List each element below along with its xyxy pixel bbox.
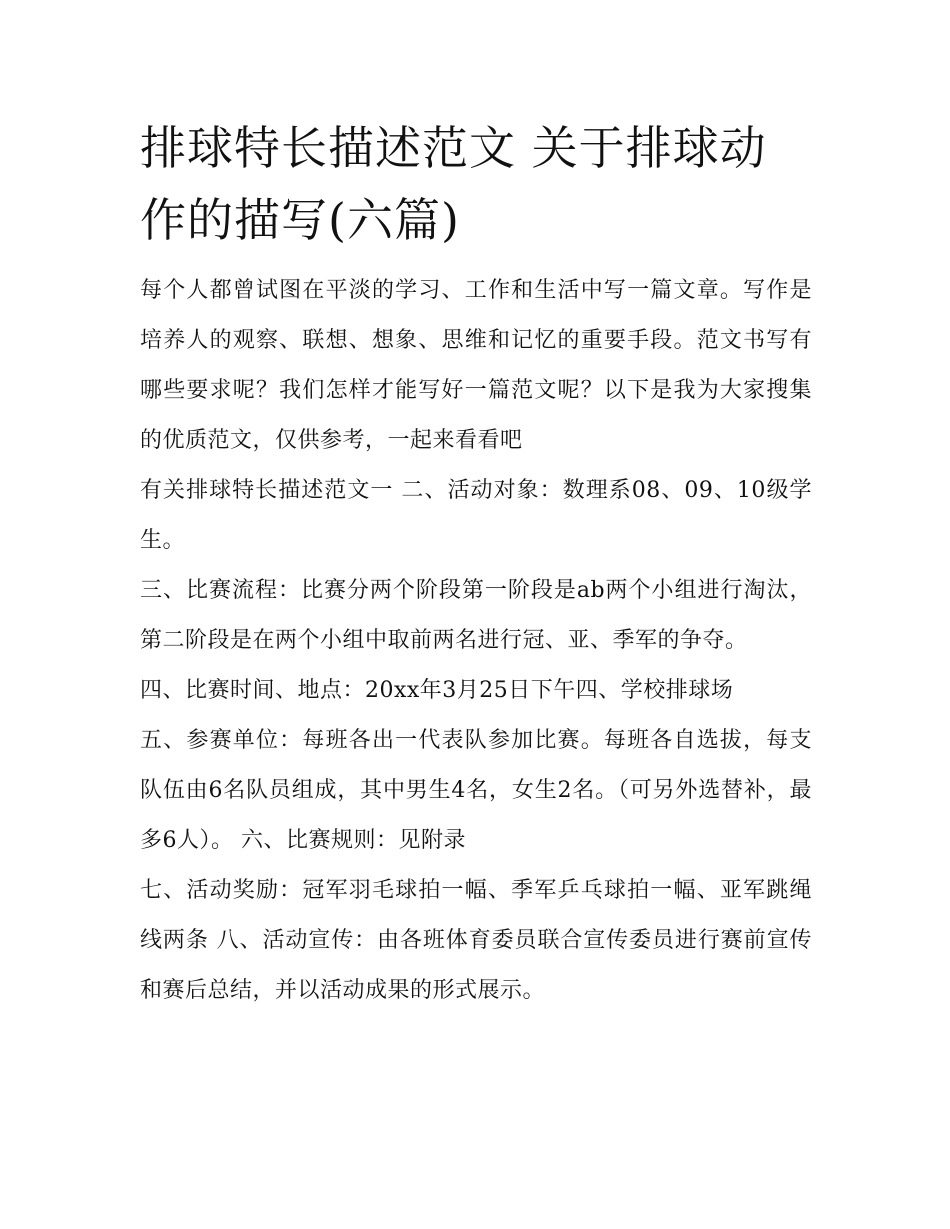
document-page [140,112,812,1016]
section-competition-process: 三、比赛流程：比赛分两个阶段第一阶段是ab两个小组进行淘汰，第二阶段是在两个小组中取前两名进行冠、亚、季军的争夺。 [140,578,812,653]
section-time-location: 四、比赛时间、地点：20xx年3月25日下午四、学校排球场 [140,678,734,703]
document-title: 排球特长描述范文 关于排球动作的描写(六篇) [140,121,767,247]
section-activity-target: 有关排球特长描述范文一 二、活动对象：数理系08、09、10级学生。 [140,478,812,553]
section-awards-publicity: 七、活动奖励：冠军羽毛球拍一幅、季军乒乓球拍一幅、亚军跳绳线两条 八、活动宣传：由各班体育委员联合宣传委员进行赛前宣传和赛后总结，并以活动成果的形式展示。 [140,878,812,1003]
section-participants-rules: 五、参赛单位：每班各出一代表队参加比赛。每班各自选拔，每支队伍由6名队员组成，其中男生4名，女生2名。（可另外选替补，最多6人）。 六、比赛规则：见附录 [140,728,812,853]
intro-paragraph: 每个人都曾试图在平淡的学习、工作和生活中写一篇文章。写作是培养人的观察、联想、想象、思维和记忆的重要手段。范文书写有哪些要求呢？我们怎样才能写好一篇范文呢？以下是我为大家搜集的优质范文，仅供参考，一起来看看吧 [140,278,812,453]
